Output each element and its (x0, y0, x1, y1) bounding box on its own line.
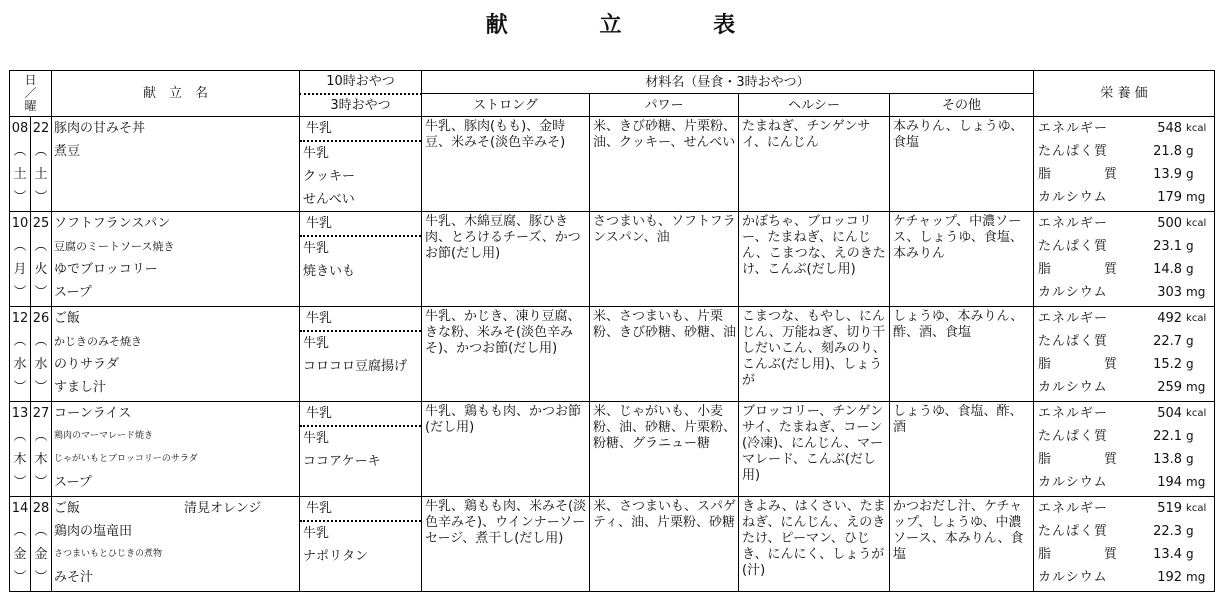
nutrition-value: 500 (1157, 216, 1183, 231)
title-char: 表 (713, 13, 736, 38)
date-first (10, 117, 31, 212)
nutrition-label: 質 (1104, 547, 1118, 562)
nutrition-label: カルシウム (1038, 285, 1108, 300)
snack-pm-item: クッキー (303, 169, 356, 184)
date-first (10, 307, 31, 402)
snack-pm-item (300, 568, 421, 591)
menu-item: ゆでブロッコリー (54, 262, 158, 277)
other-ingredients: ケチャップ、中濃ソース、しょうゆ、食塩、本みりん (890, 212, 1034, 307)
menu-item: 鶏肉のマーマレード焼き (54, 431, 154, 441)
nutrition-label: 脂 (1038, 262, 1052, 277)
menu-item: のりサラダ (54, 357, 119, 372)
nutrition-label: たんぱく質 (1038, 524, 1109, 539)
nutrition-value: 13.8 (1153, 452, 1183, 467)
date-line: ︶ (34, 285, 48, 300)
nutrition-fat-row (1034, 163, 1214, 186)
menu-item: ソフトフランスパン (54, 216, 171, 231)
day-header (10, 71, 52, 117)
date-line: 12 (11, 311, 29, 326)
snack-pm-item (300, 283, 421, 306)
date-line: ︵ (13, 334, 27, 349)
nutrition-fat-row (1034, 258, 1214, 281)
other-ingredients: しょうゆ、本みりん、酢、酒、食塩 (890, 307, 1034, 402)
menu-cell (52, 307, 300, 402)
healthy-header: ヘルシー (739, 94, 890, 117)
nutrition-label: カルシウム (1038, 570, 1108, 585)
nutrition-header: 栄 養 価 (1034, 71, 1215, 117)
date-line: ︶ (13, 190, 27, 205)
menu-name-header: 献 立 名 (52, 71, 300, 117)
nutrition-unit: g (1186, 452, 1194, 466)
date-line: 木 (34, 452, 48, 467)
nutrition-value: 492 (1157, 311, 1183, 326)
date-line: ︵ (34, 239, 48, 254)
power-ingredients: 米、さつまいも、片栗粉、きび砂糖、砂糖、油 (590, 307, 739, 402)
date-first (10, 402, 31, 497)
nutrition-label: たんぱく質 (1038, 239, 1109, 254)
healthy-ingredients: きよみ、はくさい、たまねぎ、にんじん、えのきたけ、ピーマン、ひじき、にんにく、しょうが(汁) (739, 497, 890, 592)
snack-am-header: 10時おやつ (300, 71, 422, 94)
date-line: 金 (13, 547, 27, 562)
day-header-top: 日 (24, 73, 37, 87)
menu-item: スープ (54, 475, 92, 490)
nutrition-unit: mg (1186, 380, 1206, 394)
nutrition-protein-row (1034, 235, 1214, 258)
date-line: 25 (32, 216, 50, 231)
strong-ingredients: 牛乳、鶏もも肉、かつお節(だし用) (422, 402, 590, 497)
nutrition-value: 259 (1157, 380, 1183, 395)
menu-item: かじきのみそ焼き (54, 335, 143, 348)
healthy-ingredients: ブロッコリー、チンゲンサイ、たまねぎ、コーン(冷凍)、にんじん、マーマレード、こんぶ(だし用) (739, 402, 890, 497)
menu-extra-item: 清見オレンジ (184, 501, 262, 516)
nutrition-cell (1034, 307, 1215, 402)
other-ingredients: かつおだし汁、ケチャップ、しょうゆ、中濃ソース、本みりん、食塩 (890, 497, 1034, 592)
strong-ingredients: 牛乳、豚肉(もも)、金時豆、米みそ(淡色辛みそ) (422, 117, 590, 212)
nutrition-unit: kcal (1186, 408, 1207, 419)
nutrition-protein-row (1034, 140, 1214, 163)
power-ingredients: さつまいも、ソフトフランスパン、油 (590, 212, 739, 307)
nutrition-value: 13.4 (1153, 547, 1183, 562)
nutrition-calcium-row (1034, 186, 1214, 209)
date-line: 13 (11, 406, 29, 421)
menu-row (10, 497, 1215, 592)
nutrition-unit: g (1186, 262, 1194, 276)
snack-am-item: 牛乳 (300, 307, 421, 332)
menu-table (9, 70, 1215, 592)
nutrition-unit: g (1186, 144, 1194, 158)
date-line: ︵ (13, 429, 27, 444)
menu-row (10, 307, 1215, 402)
snack-cell (300, 497, 422, 592)
nutrition-energy-row (1034, 497, 1214, 520)
nutrition-unit: g (1186, 547, 1194, 561)
snack-am-item: 牛乳 (300, 212, 421, 237)
nutrition-value: 23.1 (1153, 239, 1183, 254)
healthy-ingredients: こまつな、もやし、にんじん、万能ねぎ、切り干しだいこん、刻みのり、こんぶ(だし用)、しょうが (739, 307, 890, 402)
nutrition-protein-row (1034, 330, 1214, 353)
date-second (31, 402, 52, 497)
other-ingredients: 本みりん、しょうゆ、食塩 (890, 117, 1034, 212)
day-header-slash: ／ (24, 86, 37, 100)
snack-pm-item: ナポリタン (303, 549, 369, 564)
date-first (10, 212, 31, 307)
nutrition-unit: mg (1186, 475, 1206, 489)
date-line: ︵ (34, 524, 48, 539)
date-line: ︶ (13, 380, 27, 395)
nutrition-label: カルシウム (1038, 380, 1108, 395)
date-second (31, 307, 52, 402)
nutrition-label: エネルギー (1038, 501, 1109, 516)
menu-item: すまし汁 (54, 380, 107, 395)
nutrition-cell (1034, 402, 1215, 497)
menu-item: 豆腐のミートソース焼き (54, 240, 175, 253)
nutrition-unit: g (1186, 429, 1194, 443)
date-line: 08 (11, 121, 29, 136)
date-line: ︵ (34, 429, 48, 444)
snack-am-item: 牛乳 (300, 117, 421, 142)
nutrition-energy-row (1034, 402, 1214, 425)
snack-pm-item: コロコロ豆腐揚げ (303, 359, 408, 374)
page-title (0, 8, 1221, 39)
nutrition-calcium-row (1034, 376, 1214, 399)
nutrition-value: 13.9 (1153, 167, 1183, 182)
snack-cell (300, 212, 422, 307)
nutrition-value: 14.8 (1153, 262, 1183, 277)
nutrition-unit: g (1186, 357, 1194, 371)
nutrition-value: 548 (1157, 121, 1183, 136)
nutrition-label: 質 (1104, 167, 1118, 182)
nutrition-label: たんぱく質 (1038, 429, 1109, 444)
snack-cell (300, 117, 422, 212)
title-char: 献 (485, 13, 508, 38)
date-line: 水 (13, 357, 27, 372)
nutrition-value: 15.2 (1153, 357, 1183, 372)
date-line: 10 (11, 216, 29, 231)
nutrition-protein-row (1034, 425, 1214, 448)
date-line: ︶ (34, 190, 48, 205)
nutrition-cell (1034, 117, 1215, 212)
menu-item: じゃがいもとブロッコリーのサラダ (54, 454, 198, 464)
nutrition-fat-row (1034, 543, 1214, 566)
nutrition-label: 脂 (1038, 452, 1052, 467)
nutrition-label: エネルギー (1038, 216, 1109, 231)
nutrition-label: カルシウム (1038, 190, 1108, 205)
nutrition-value: 179 (1157, 190, 1183, 205)
nutrition-unit: g (1186, 334, 1194, 348)
date-line: 22 (32, 121, 50, 136)
date-line: 28 (32, 501, 50, 516)
date-line: ︶ (13, 570, 27, 585)
date-line: 月 (13, 262, 27, 277)
nutrition-value: 22.3 (1153, 524, 1183, 539)
nutrition-value: 194 (1157, 475, 1183, 490)
date-line: 26 (32, 311, 50, 326)
nutrition-cell (1034, 212, 1215, 307)
menu-item (52, 163, 299, 186)
date-line: ︵ (13, 144, 27, 159)
nutrition-energy-row (1034, 212, 1214, 235)
date-line: ︶ (34, 475, 48, 490)
nutrition-fat-row (1034, 448, 1214, 471)
snack-pm-header: 3時おやつ (300, 94, 422, 117)
date-line: 火 (34, 262, 48, 277)
date-line: ︶ (13, 475, 27, 490)
power-ingredients: 米、きび砂糖、片栗粉、油、クッキー、せんべい (590, 117, 739, 212)
snack-pm-item: 牛乳 (303, 146, 330, 161)
menu-item: ご飯 (54, 501, 81, 516)
nutrition-label: たんぱく質 (1038, 144, 1109, 159)
power-ingredients: 米、さつまいも、スパゲティ、油、片栗粉、砂糖 (590, 497, 739, 592)
nutrition-value: 22.1 (1153, 429, 1183, 444)
menu-cell (52, 212, 300, 307)
menu-row (10, 402, 1215, 497)
nutrition-cell (1034, 497, 1215, 592)
nutrition-value: 192 (1157, 570, 1183, 585)
date-line: ︵ (13, 524, 27, 539)
snack-pm-item: せんべい (303, 192, 355, 207)
snack-cell (300, 307, 422, 402)
date-line: ︵ (34, 334, 48, 349)
menu-item: 煮豆 (54, 144, 81, 159)
nutrition-calcium-row (1034, 566, 1214, 589)
menu-item: ご飯 (54, 311, 81, 326)
strong-header: ストロング (422, 94, 590, 117)
nutrition-label: エネルギー (1038, 406, 1109, 421)
healthy-ingredients: たまねぎ、チンゲンサイ、にんじん (739, 117, 890, 212)
nutrition-value: 519 (1157, 501, 1183, 516)
date-second (31, 497, 52, 592)
date-line: 27 (32, 406, 50, 421)
strong-ingredients: 牛乳、かじき、凍り豆腐、きな粉、米みそ(淡色辛みそ)、かつお節(だし用) (422, 307, 590, 402)
date-line: 金 (34, 547, 48, 562)
menu-item: 鶏肉の塩竜田 (54, 524, 133, 539)
nutrition-label: たんぱく質 (1038, 334, 1109, 349)
date-first (10, 497, 31, 592)
nutrition-unit: g (1186, 239, 1194, 253)
menu-item: 豚肉の甘みそ丼 (54, 121, 146, 136)
date-line: 水 (34, 357, 48, 372)
power-ingredients: 米、じゃがいも、小麦粉、油、砂糖、片栗粉、粉糖、グラニュー糖 (590, 402, 739, 497)
nutrition-unit: kcal (1186, 218, 1207, 229)
strong-ingredients: 牛乳、鶏もも肉、米みそ(淡色辛みそ)、ウインナーソーセージ、煮干し(だし用) (422, 497, 590, 592)
other-ingredients: しょうゆ、食塩、酢、酒 (890, 402, 1034, 497)
title-char: 立 (599, 13, 622, 38)
date-line: ︵ (34, 144, 48, 159)
date-line: ︶ (34, 570, 48, 585)
date-second (31, 212, 52, 307)
date-line: 14 (11, 501, 29, 516)
nutrition-label: 脂 (1038, 357, 1052, 372)
snack-pm-item: ココアケーキ (303, 454, 381, 469)
date-line: 木 (13, 452, 27, 467)
power-header: パワー (590, 94, 739, 117)
nutrition-unit: kcal (1186, 123, 1207, 134)
nutrition-unit: mg (1186, 190, 1206, 204)
nutrition-label: 質 (1104, 452, 1118, 467)
nutrition-value: 22.7 (1153, 334, 1183, 349)
menu-item: さつまいもとひじきの煮物 (54, 549, 163, 559)
nutrition-label: 脂 (1038, 167, 1052, 182)
nutrition-energy-row (1034, 117, 1214, 140)
snack-pm-item (300, 473, 421, 496)
nutrition-calcium-row (1034, 281, 1214, 304)
nutrition-unit: kcal (1186, 313, 1207, 324)
snack-pm-item: 牛乳 (303, 431, 330, 446)
nutrition-label: エネルギー (1038, 311, 1109, 326)
strong-ingredients: 牛乳、木綿豆腐、豚ひき肉、とろけるチーズ、かつお節(だし用) (422, 212, 590, 307)
snack-pm-item: 牛乳 (303, 241, 330, 256)
nutrition-fat-row (1034, 353, 1214, 376)
ingredients-header: 材料名（昼食・3時おやつ） (422, 71, 1034, 94)
snack-cell (300, 402, 422, 497)
nutrition-protein-row (1034, 520, 1214, 543)
date-line: ︶ (13, 285, 27, 300)
healthy-ingredients: かぼちゃ、ブロッコリー、たまねぎ、にんじん、こまつな、えのきたけ、こんぶ(だし用) (739, 212, 890, 307)
snack-pm-item (300, 378, 421, 401)
snack-pm-item: 焼きいも (303, 264, 356, 279)
nutrition-label: エネルギー (1038, 121, 1109, 136)
menu-cell (52, 117, 300, 212)
snack-pm-item: 牛乳 (303, 336, 330, 351)
nutrition-value: 303 (1157, 285, 1183, 300)
date-line: 土 (34, 167, 48, 182)
nutrition-label: カルシウム (1038, 475, 1108, 490)
nutrition-label: 質 (1104, 262, 1118, 277)
day-header-bottom: 曜 (24, 99, 37, 113)
nutrition-value: 504 (1157, 406, 1183, 421)
nutrition-label: 脂 (1038, 547, 1052, 562)
menu-item: みそ汁 (54, 570, 94, 585)
nutrition-value: 21.8 (1153, 144, 1183, 159)
menu-row (10, 117, 1215, 212)
date-line: 土 (13, 167, 27, 182)
snack-am-item: 牛乳 (300, 402, 421, 427)
menu-item: スープ (54, 285, 92, 300)
snack-pm-item: 牛乳 (303, 526, 330, 541)
nutrition-energy-row (1034, 307, 1214, 330)
menu-row (10, 212, 1215, 307)
menu-item: コーンライス (54, 406, 132, 421)
date-line: ︵ (13, 239, 27, 254)
menu-cell (52, 497, 300, 592)
menu-item (52, 186, 299, 209)
nutrition-unit: kcal (1186, 503, 1207, 514)
snack-am-item: 牛乳 (300, 497, 421, 522)
date-line: ︶ (34, 380, 48, 395)
menu-cell (52, 402, 300, 497)
nutrition-unit: mg (1186, 285, 1206, 299)
nutrition-unit: mg (1186, 570, 1206, 584)
nutrition-calcium-row (1034, 471, 1214, 494)
nutrition-label: 質 (1104, 357, 1118, 372)
nutrition-unit: g (1186, 167, 1194, 181)
other-header: その他 (890, 94, 1034, 117)
date-second (31, 117, 52, 212)
nutrition-unit: g (1186, 524, 1194, 538)
